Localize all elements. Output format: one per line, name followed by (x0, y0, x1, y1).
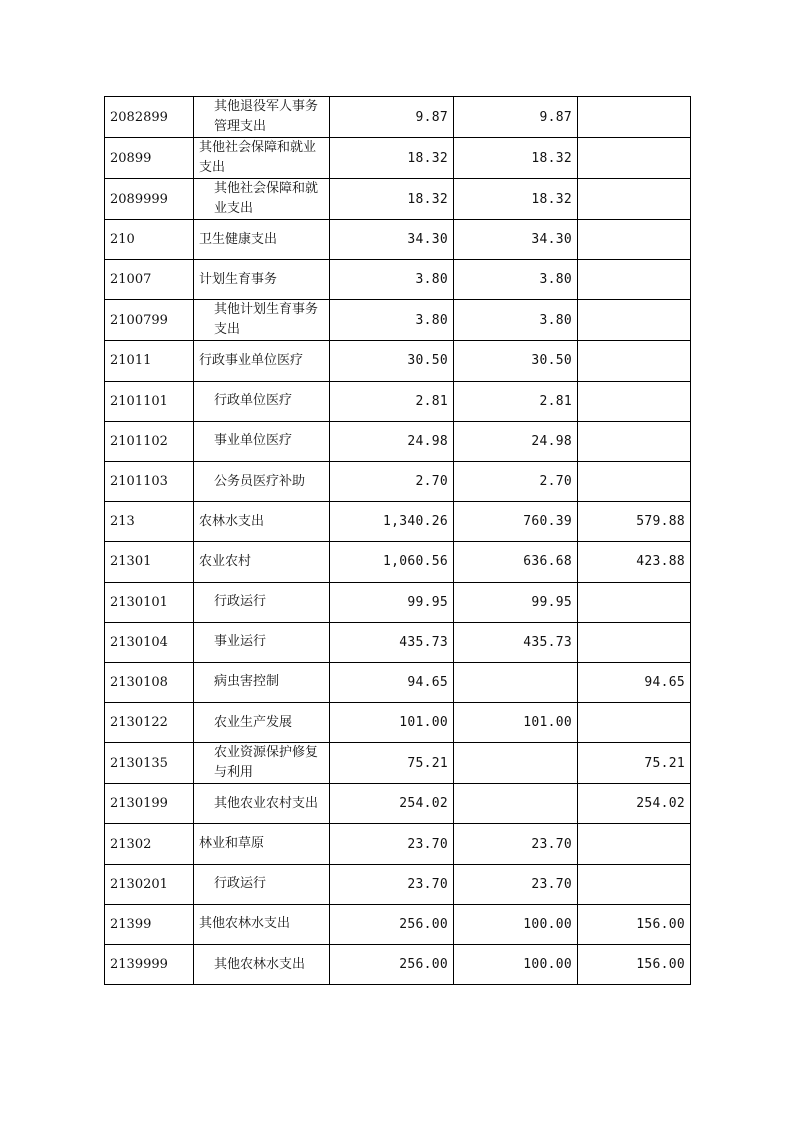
table-row (105, 260, 691, 300)
subject-code-cell: 21301 (105, 542, 194, 582)
total-amount-cell: 254.02 (330, 784, 454, 824)
total-amount-cell: 1,060.56 (330, 542, 454, 582)
total-amount-cell: 23.70 (330, 824, 454, 864)
table-row (105, 97, 691, 138)
project-expenditure-cell: 423.88 (578, 542, 691, 582)
basic-expenditure-cell: 34.30 (454, 220, 578, 260)
basic-expenditure-cell: 100.00 (454, 904, 578, 944)
total-amount-cell: 18.32 (330, 138, 454, 179)
basic-expenditure-cell: 3.80 (454, 260, 578, 300)
subject-name-cell: 事业运行 (194, 622, 330, 662)
basic-expenditure-cell: 30.50 (454, 341, 578, 381)
subject-name-cell: 农林水支出 (194, 502, 330, 542)
table-row (105, 864, 691, 904)
project-expenditure-cell: 75.21 (578, 743, 691, 784)
total-amount-cell: 99.95 (330, 582, 454, 622)
table-row (105, 542, 691, 582)
subject-code-cell: 2130199 (105, 784, 194, 824)
budget-table (104, 96, 691, 985)
table-row (105, 703, 691, 743)
table-row (105, 300, 691, 341)
table-row (105, 582, 691, 622)
subject-name-cell: 卫生健康支出 (194, 220, 330, 260)
project-expenditure-cell: 579.88 (578, 502, 691, 542)
basic-expenditure-cell: 23.70 (454, 824, 578, 864)
subject-name-cell: 其他农林水支出 (194, 945, 330, 985)
project-expenditure-cell (578, 97, 691, 138)
subject-name-cell: 其他计划生育事务支出 (194, 300, 330, 341)
project-expenditure-cell: 254.02 (578, 784, 691, 824)
subject-code-cell: 2130101 (105, 582, 194, 622)
table-row (105, 381, 691, 421)
project-expenditure-cell: 94.65 (578, 662, 691, 702)
subject-code-cell: 2130201 (105, 864, 194, 904)
basic-expenditure-cell: 23.70 (454, 864, 578, 904)
basic-expenditure-cell: 2.81 (454, 381, 578, 421)
table-row (105, 502, 691, 542)
subject-code-cell: 2101101 (105, 381, 194, 421)
total-amount-cell: 256.00 (330, 945, 454, 985)
subject-name-cell: 计划生育事务 (194, 260, 330, 300)
subject-code-cell: 21007 (105, 260, 194, 300)
subject-name-cell: 行政单位医疗 (194, 381, 330, 421)
basic-expenditure-cell: 24.98 (454, 421, 578, 461)
subject-code-cell: 2139999 (105, 945, 194, 985)
table-row (105, 784, 691, 824)
table-row (105, 945, 691, 985)
basic-expenditure-cell: 18.32 (454, 179, 578, 220)
subject-name-cell: 行政运行 (194, 864, 330, 904)
basic-expenditure-cell: 636.68 (454, 542, 578, 582)
total-amount-cell: 1,340.26 (330, 502, 454, 542)
subject-code-cell: 2100799 (105, 300, 194, 341)
subject-name-cell: 其他社会保障和就业支出 (194, 179, 330, 220)
project-expenditure-cell (578, 824, 691, 864)
subject-code-cell: 2082899 (105, 97, 194, 138)
subject-name-cell: 农业生产发展 (194, 703, 330, 743)
table-row (105, 179, 691, 220)
project-expenditure-cell (578, 864, 691, 904)
basic-expenditure-cell: 9.87 (454, 97, 578, 138)
subject-name-cell: 其他社会保障和就业支出 (194, 138, 330, 179)
basic-expenditure-cell: 18.32 (454, 138, 578, 179)
project-expenditure-cell: 156.00 (578, 945, 691, 985)
subject-code-cell: 20899 (105, 138, 194, 179)
project-expenditure-cell (578, 138, 691, 179)
basic-expenditure-cell (454, 743, 578, 784)
project-expenditure-cell (578, 381, 691, 421)
subject-name-cell: 农业资源保护修复与利用 (194, 743, 330, 784)
subject-name-cell: 行政运行 (194, 582, 330, 622)
subject-code-cell: 2130104 (105, 622, 194, 662)
subject-name-cell: 林业和草原 (194, 824, 330, 864)
project-expenditure-cell (578, 421, 691, 461)
subject-code-cell: 2101103 (105, 461, 194, 501)
total-amount-cell: 256.00 (330, 904, 454, 944)
total-amount-cell: 101.00 (330, 703, 454, 743)
subject-code-cell: 210 (105, 220, 194, 260)
table-row (105, 461, 691, 501)
project-expenditure-cell (578, 179, 691, 220)
subject-name-cell: 公务员医疗补助 (194, 461, 330, 501)
total-amount-cell: 9.87 (330, 97, 454, 138)
subject-code-cell: 21302 (105, 824, 194, 864)
total-amount-cell: 23.70 (330, 864, 454, 904)
total-amount-cell: 3.80 (330, 300, 454, 341)
total-amount-cell: 24.98 (330, 421, 454, 461)
total-amount-cell: 2.81 (330, 381, 454, 421)
basic-expenditure-cell (454, 662, 578, 702)
subject-code-cell: 213 (105, 502, 194, 542)
subject-code-cell: 2130108 (105, 662, 194, 702)
subject-code-cell: 2101102 (105, 421, 194, 461)
subject-code-cell: 21011 (105, 341, 194, 381)
subject-code-cell: 2130135 (105, 743, 194, 784)
project-expenditure-cell (578, 260, 691, 300)
project-expenditure-cell (578, 703, 691, 743)
total-amount-cell: 435.73 (330, 622, 454, 662)
basic-expenditure-cell: 3.80 (454, 300, 578, 341)
subject-name-cell: 病虫害控制 (194, 662, 330, 702)
project-expenditure-cell (578, 341, 691, 381)
basic-expenditure-cell: 2.70 (454, 461, 578, 501)
project-expenditure-cell (578, 220, 691, 260)
subject-name-cell: 其他农业农村支出 (194, 784, 330, 824)
subject-name-cell: 行政事业单位医疗 (194, 341, 330, 381)
total-amount-cell: 3.80 (330, 260, 454, 300)
basic-expenditure-cell: 760.39 (454, 502, 578, 542)
budget-table-body (105, 97, 691, 985)
subject-code-cell: 2130122 (105, 703, 194, 743)
subject-name-cell: 其他退役军人事务管理支出 (194, 97, 330, 138)
total-amount-cell: 34.30 (330, 220, 454, 260)
project-expenditure-cell (578, 300, 691, 341)
subject-name-cell: 农业农村 (194, 542, 330, 582)
basic-expenditure-cell (454, 784, 578, 824)
table-row (105, 622, 691, 662)
project-expenditure-cell: 156.00 (578, 904, 691, 944)
table-row (105, 824, 691, 864)
table-row (105, 341, 691, 381)
project-expenditure-cell (578, 582, 691, 622)
basic-expenditure-cell: 99.95 (454, 582, 578, 622)
table-row (105, 662, 691, 702)
subject-code-cell: 2089999 (105, 179, 194, 220)
subject-name-cell: 事业单位医疗 (194, 421, 330, 461)
table-row (105, 904, 691, 944)
subject-name-cell: 其他农林水支出 (194, 904, 330, 944)
basic-expenditure-cell: 100.00 (454, 945, 578, 985)
total-amount-cell: 2.70 (330, 461, 454, 501)
subject-code-cell: 21399 (105, 904, 194, 944)
basic-expenditure-cell: 435.73 (454, 622, 578, 662)
table-row (105, 421, 691, 461)
total-amount-cell: 30.50 (330, 341, 454, 381)
table-row (105, 743, 691, 784)
total-amount-cell: 94.65 (330, 662, 454, 702)
total-amount-cell: 18.32 (330, 179, 454, 220)
table-row (105, 138, 691, 179)
project-expenditure-cell (578, 461, 691, 501)
basic-expenditure-cell: 101.00 (454, 703, 578, 743)
table-row (105, 220, 691, 260)
project-expenditure-cell (578, 622, 691, 662)
total-amount-cell: 75.21 (330, 743, 454, 784)
